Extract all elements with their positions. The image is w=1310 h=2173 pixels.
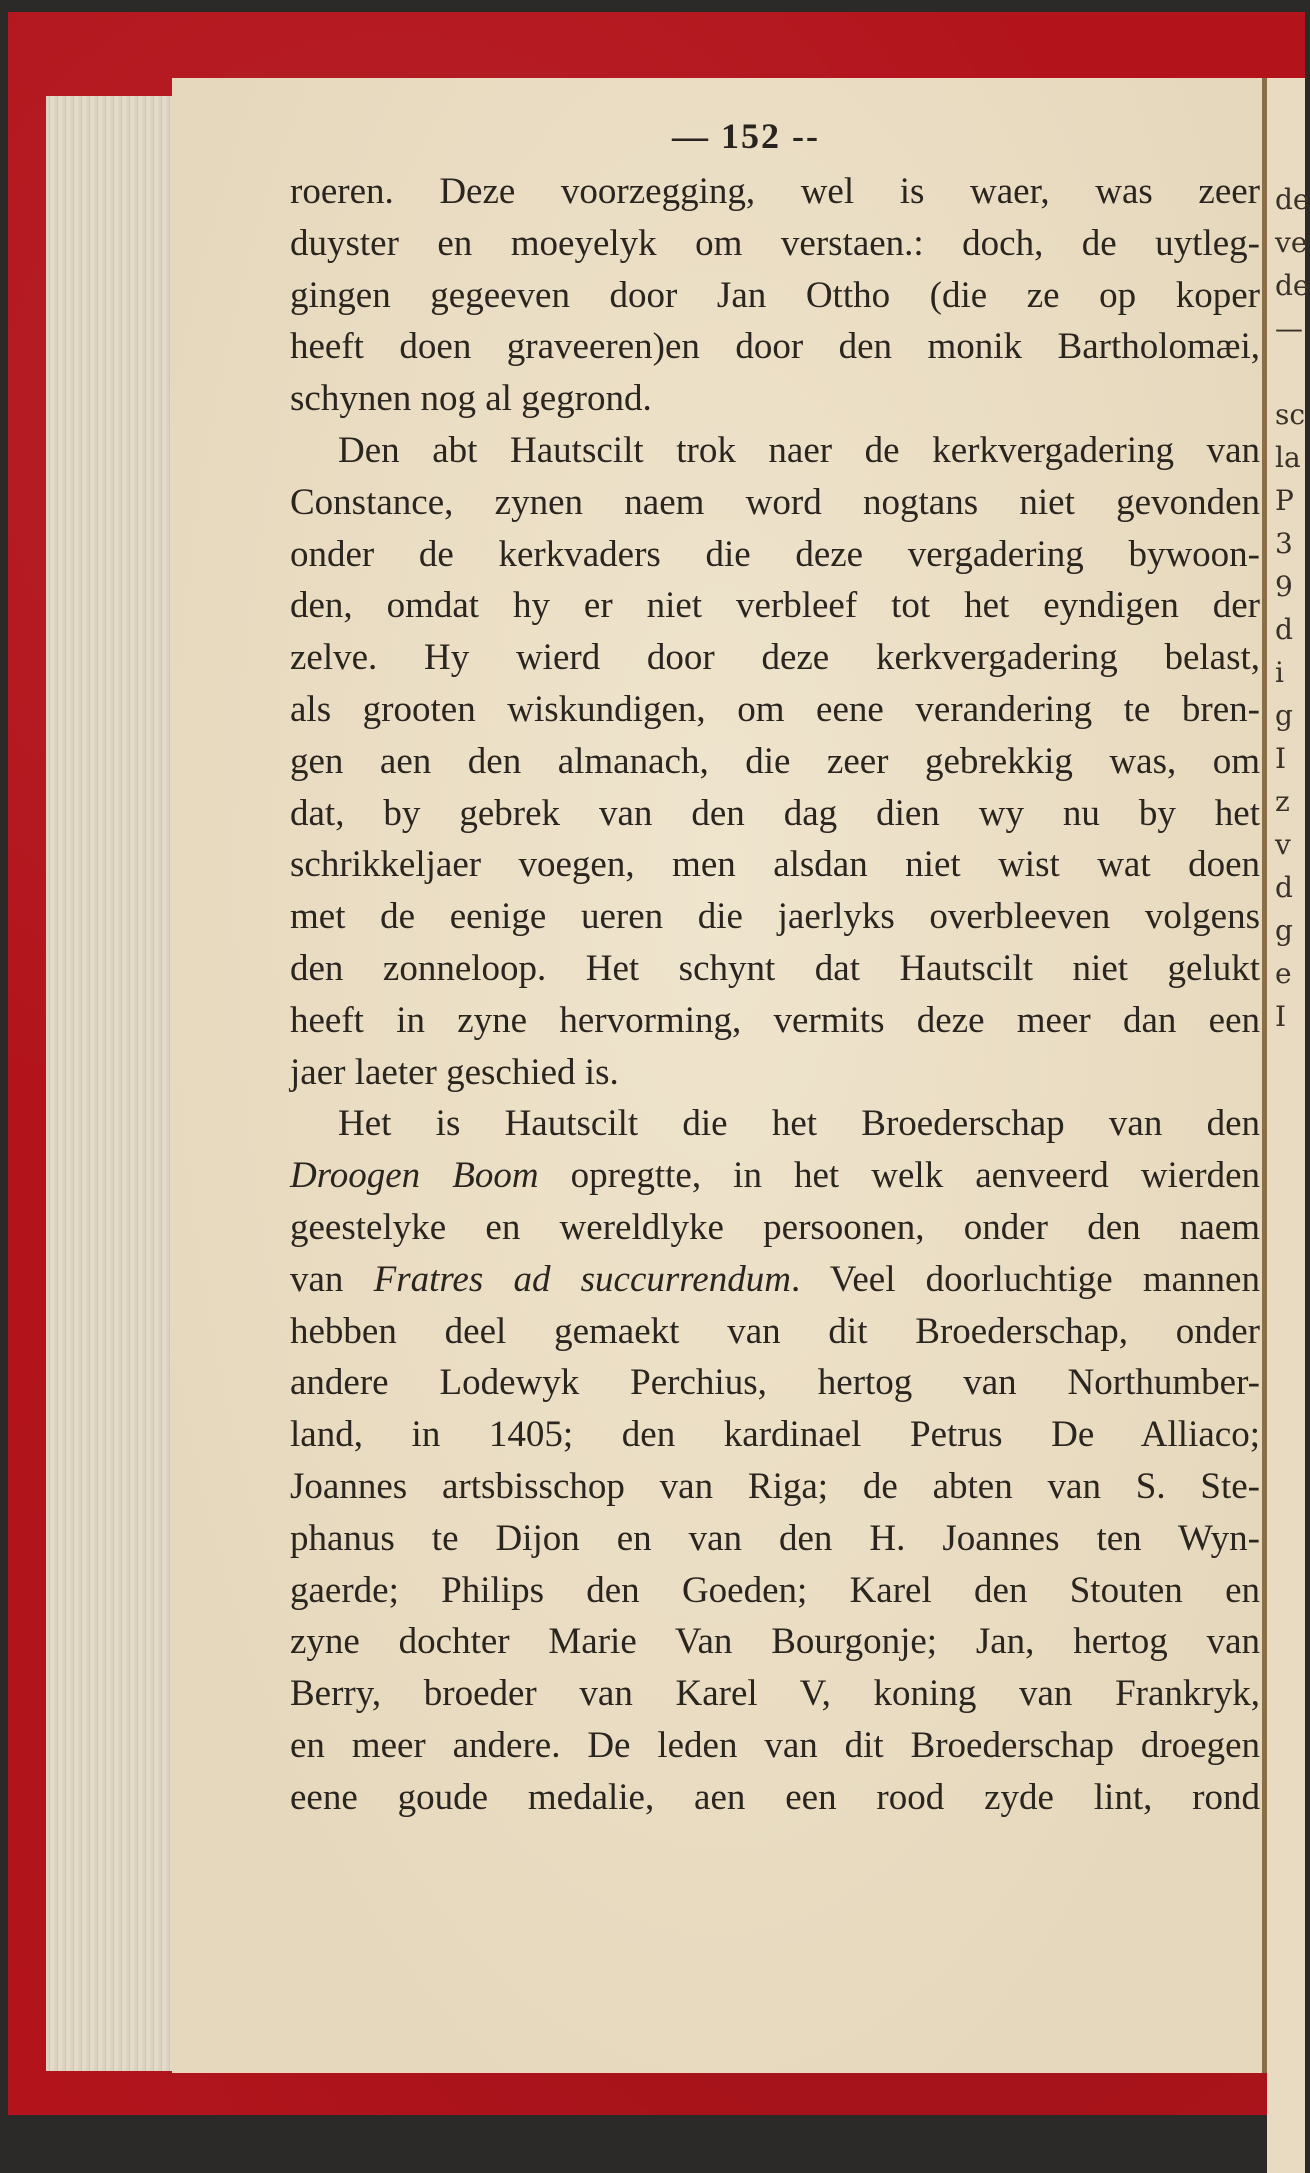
text-line: als grooten wiskundigen, om eene verandering te bren- xyxy=(290,688,1260,730)
text-line: den, omdat hy er niet verbleef tot het eyndigen der xyxy=(290,585,1260,627)
next-page-fragment: z xyxy=(1275,785,1290,818)
text-line: schrikkeljaer voegen, men alsdan niet wist wat doen xyxy=(290,844,1260,886)
text-line xyxy=(290,1254,1260,1306)
text-line: land, in 1405; den kardinael Petrus De Alliaco; xyxy=(290,1414,1260,1456)
next-page-fragment: — xyxy=(1275,312,1303,345)
text-segment: van xyxy=(290,1258,374,1300)
text-line: Joannes artsbisschop van Riga; de abten van S. Ste- xyxy=(290,1465,1260,1507)
page-edges xyxy=(46,96,176,2071)
next-page-fragment: v xyxy=(1275,828,1291,861)
next-page-fragment: g xyxy=(1275,699,1293,732)
next-page-fragment xyxy=(1267,350,1305,393)
next-page-edge xyxy=(1267,78,1310,2173)
text-line: hebben deel gemaekt van dit Broederschap, onder xyxy=(290,1310,1260,1352)
next-page-fragment: I xyxy=(1275,742,1287,775)
text-line: eene goude medalie, aen een rood zyde lint, rond xyxy=(290,1776,1260,1818)
italic-text: Droogen Boom xyxy=(290,1155,539,1197)
text-line: onder de kerkvaders die deze vergadering bywoon- xyxy=(290,533,1260,575)
text-line: phanus te Dijon en van den H. Joannes ten Wyn- xyxy=(290,1517,1260,1559)
next-page-fragment: d xyxy=(1275,613,1293,646)
next-page-fragment: P xyxy=(1275,484,1294,517)
text-line: gen aen den almanach, die zeer gebrekkig was, om xyxy=(290,740,1260,782)
text-line: met de eenige ueren die jaerlyks overbleeven volgens xyxy=(290,896,1260,938)
text-line: Constance, zynen naem word nogtans niet gevonden xyxy=(290,481,1260,523)
text-line: den zonneloop. Het schynt dat Hautscilt niet gelukt xyxy=(290,947,1260,989)
next-page-fragment: de xyxy=(1275,183,1310,216)
page-number: — 152 -- xyxy=(672,116,820,156)
text-line: zyne dochter Marie Van Bourgonje; Jan, hertog van xyxy=(290,1621,1260,1663)
text-line xyxy=(290,1150,1260,1202)
next-page-fragment: de xyxy=(1275,269,1310,302)
next-page-fragment: ve xyxy=(1275,226,1308,259)
text-line: gingen gegeeven door Jan Ottho (die ze op koper xyxy=(290,274,1260,316)
text-line: jaer laeter geschied is. xyxy=(290,1051,619,1093)
next-page-fragment: sc xyxy=(1275,398,1306,431)
text-segment: opregtte, in het welk aenveerd wierden xyxy=(538,1155,1260,1197)
next-page-fragment: 3 xyxy=(1275,527,1293,560)
text-line: geestelyke en wereldlyke persoonen, onder den naem xyxy=(290,1206,1260,1248)
next-page-fragment: 9 xyxy=(1275,570,1293,603)
text-line: Het is Hautscilt die het Broederschap van den xyxy=(338,1103,1260,1145)
text-line: en meer andere. De leden van dit Broederschap droegen xyxy=(290,1724,1260,1766)
text-segment: . Veel doorluchtige mannen xyxy=(790,1258,1260,1300)
text-line: Den abt Hautscilt trok naer de kerkvergadering van xyxy=(338,429,1260,471)
next-page-fragment: la xyxy=(1275,441,1301,474)
body-text xyxy=(290,166,1260,1824)
text-line: heeft doen graveeren)en door den monik Bartholomæi, xyxy=(290,326,1260,368)
text-line: andere Lodewyk Perchius, hertog van Northumber- xyxy=(290,1362,1260,1404)
text-line: duyster en moeyelyk om verstaen.: doch, de uytleg- xyxy=(290,222,1260,264)
text-line: schynen nog al gegrond. xyxy=(290,378,652,420)
text-line: dat, by gebrek van den dag dien wy nu by het xyxy=(290,792,1260,834)
next-page-fragment: e xyxy=(1275,957,1292,990)
next-page-fragment: d xyxy=(1275,871,1293,904)
text-line: Berry, broeder van Karel V, koning van Frankryk, xyxy=(290,1673,1260,1715)
next-page-fragment: I xyxy=(1275,1000,1287,1033)
italic-text: Fratres ad succurrendum xyxy=(373,1258,791,1300)
next-page-fragment: g xyxy=(1275,914,1293,947)
text-line: gaerde; Philips den Goeden; Karel den Stouten en xyxy=(290,1569,1260,1611)
text-line: zelve. Hy wierd door deze kerkvergadering belast, xyxy=(290,637,1260,679)
text-line: roeren. Deze voorzegging, wel is waer, was zeer xyxy=(290,171,1260,212)
text-line: heeft in zyne hervorming, vermits deze meer dan een xyxy=(290,999,1260,1041)
next-page-fragment: i xyxy=(1275,656,1284,689)
